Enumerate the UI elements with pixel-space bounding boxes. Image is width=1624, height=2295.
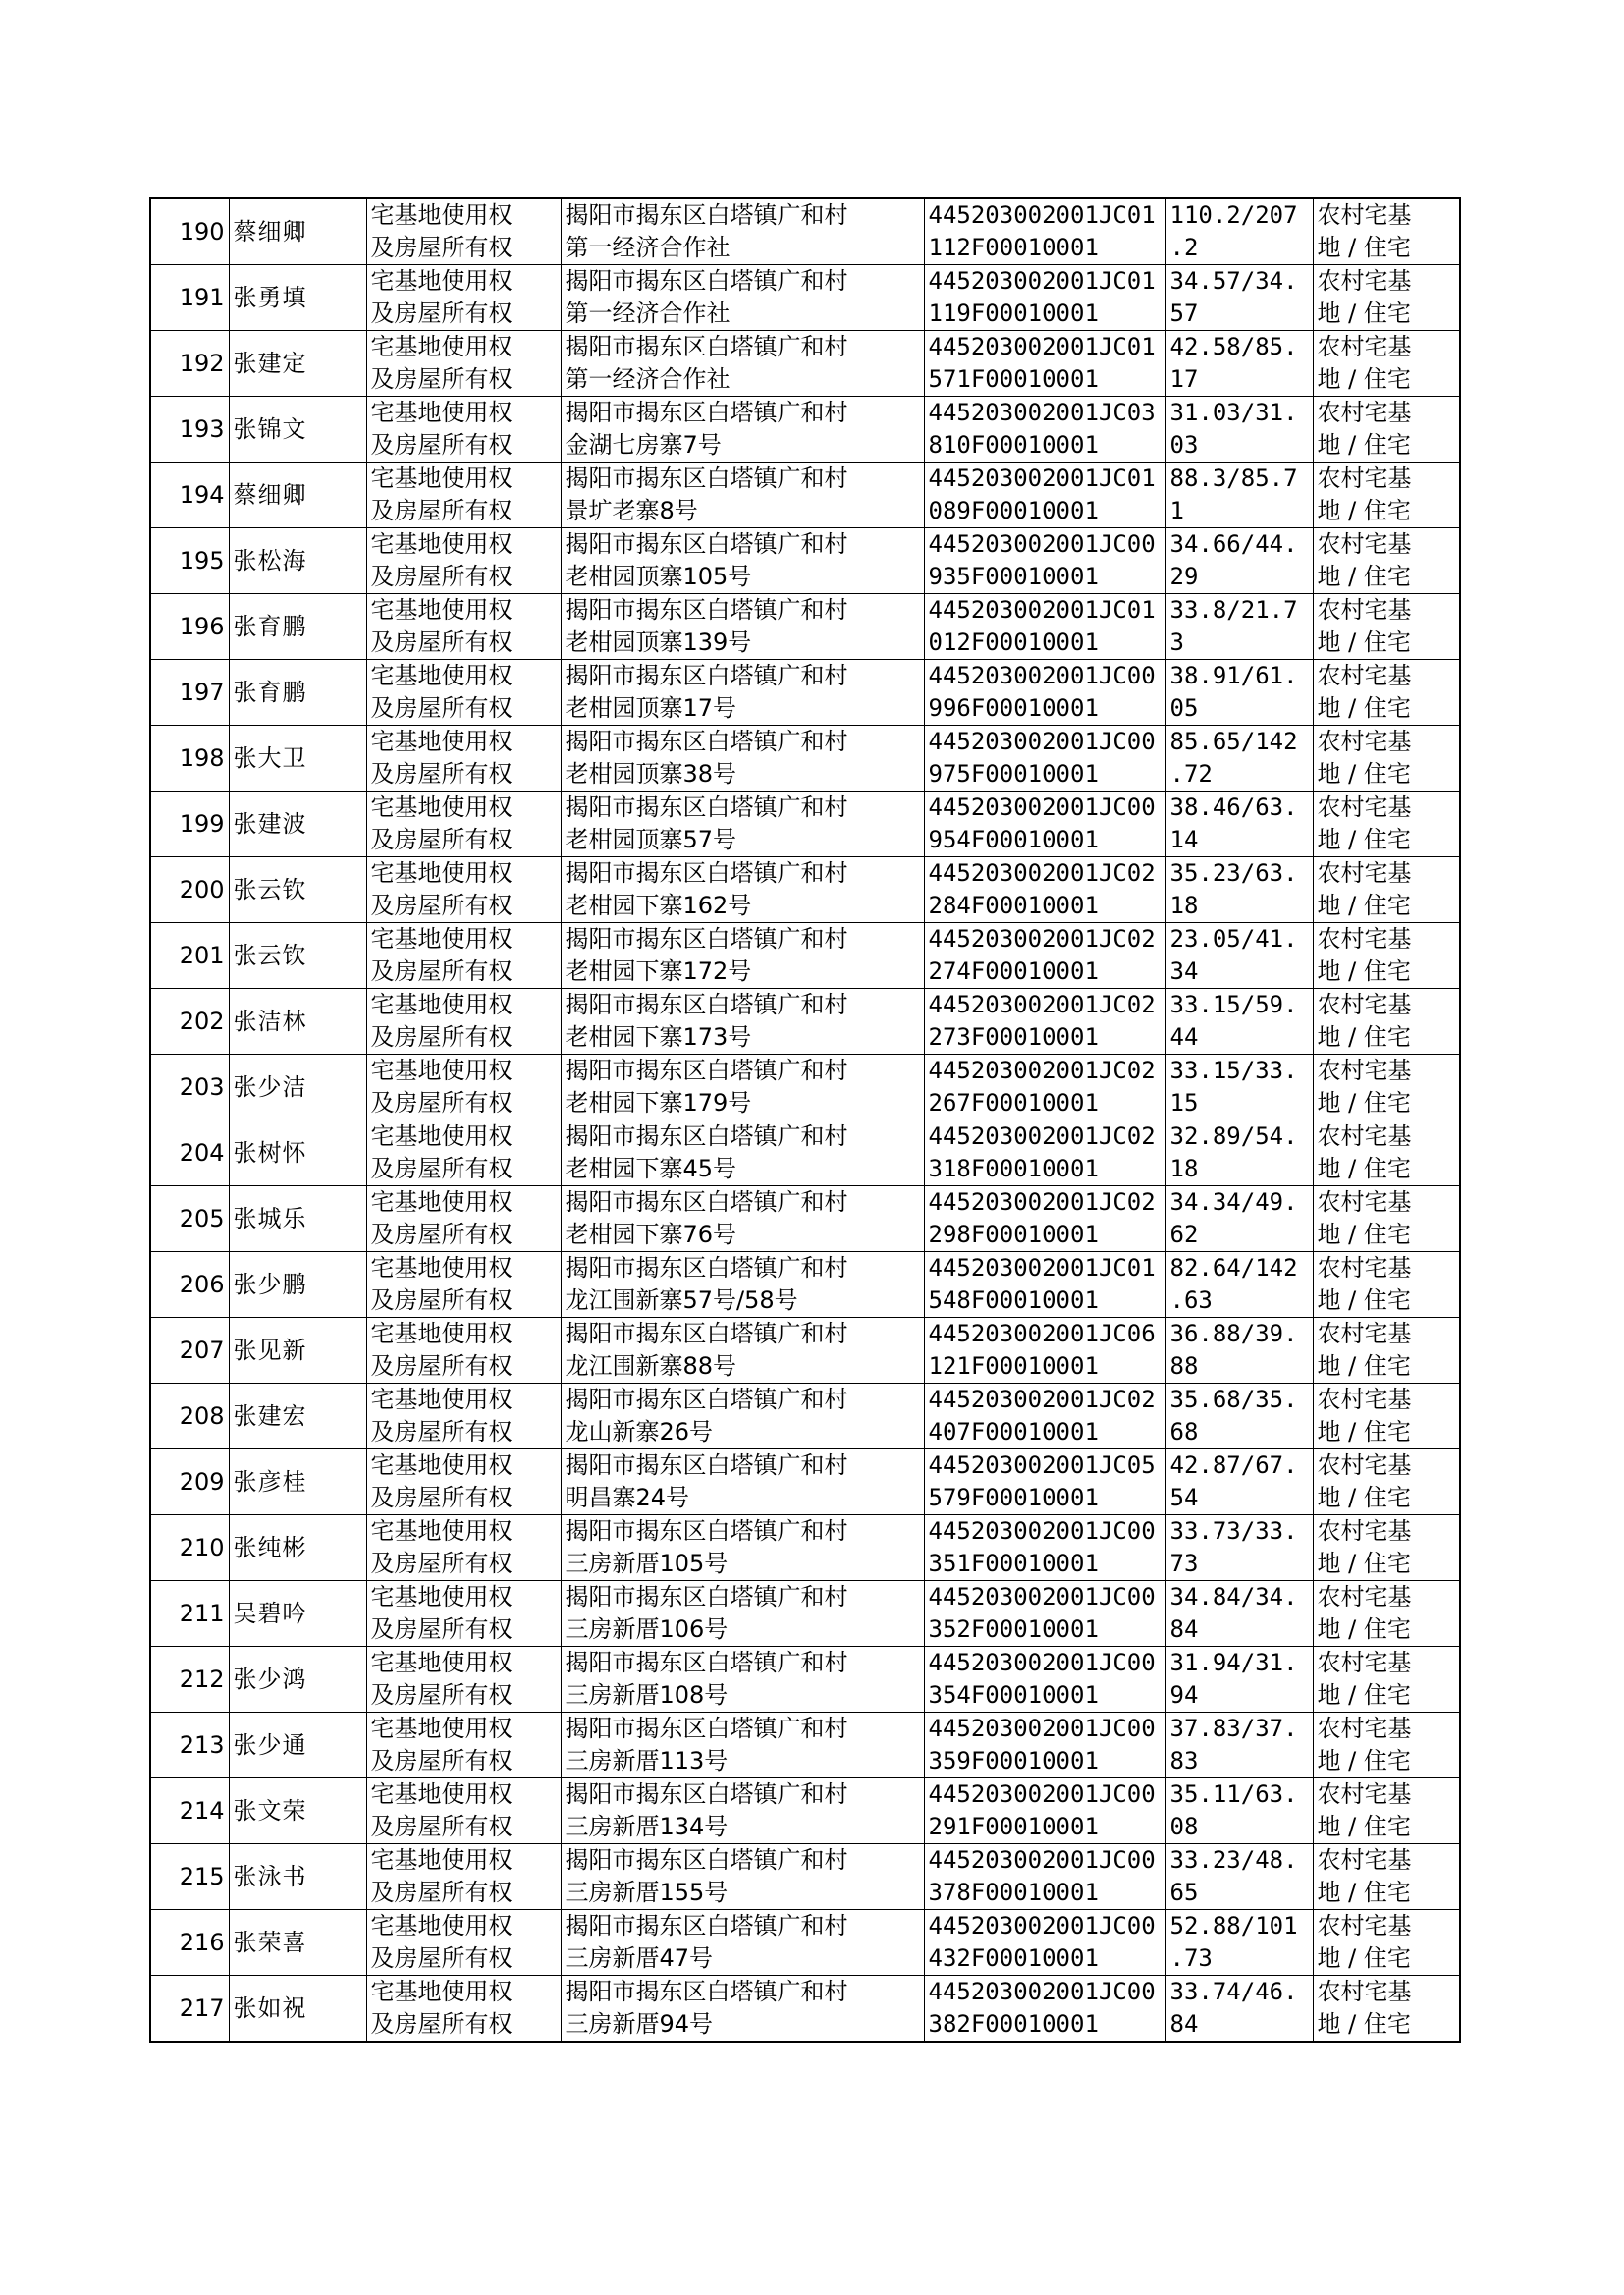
property-location: 揭阳市揭东区白塔镇广和村 老柑园下寨162号	[561, 857, 924, 923]
property-location: 揭阳市揭东区白塔镇广和村 三房新厝106号	[561, 1581, 924, 1647]
table-row	[150, 1186, 1460, 1252]
right-type: 宅基地使用权 及房屋所有权	[366, 1055, 561, 1120]
area-value: 35.23/63. 18	[1165, 857, 1313, 923]
land-use: 农村宅基 地 / 住宅	[1313, 1581, 1460, 1647]
table-row	[150, 1844, 1460, 1910]
row-number: 196	[150, 594, 229, 660]
row-number: 213	[150, 1713, 229, 1778]
row-number: 217	[150, 1976, 229, 2043]
property-location: 揭阳市揭东区白塔镇广和村 三房新厝113号	[561, 1713, 924, 1778]
holder-name: 张泳书	[229, 1844, 366, 1910]
row-number: 205	[150, 1186, 229, 1252]
holder-name: 张文荣	[229, 1778, 366, 1844]
registration-table	[149, 197, 1461, 2043]
row-number: 214	[150, 1778, 229, 1844]
holder-name: 张建定	[229, 331, 366, 397]
property-location: 揭阳市揭东区白塔镇广和村 老柑园顶寨38号	[561, 726, 924, 792]
right-type: 宅基地使用权 及房屋所有权	[366, 1186, 561, 1252]
area-value: 32.89/54. 18	[1165, 1120, 1313, 1186]
holder-name: 张松海	[229, 528, 366, 594]
right-type: 宅基地使用权 及房屋所有权	[366, 660, 561, 726]
land-use: 农村宅基 地 / 住宅	[1313, 331, 1460, 397]
property-location: 揭阳市揭东区白塔镇广和村 老柑园下寨45号	[561, 1120, 924, 1186]
area-value: 34.34/49. 62	[1165, 1186, 1313, 1252]
holder-name: 张如祝	[229, 1976, 366, 2043]
table-row	[150, 989, 1460, 1055]
table-row	[150, 1778, 1460, 1844]
row-number: 201	[150, 923, 229, 989]
table-row	[150, 923, 1460, 989]
table-row	[150, 857, 1460, 923]
table-row	[150, 1318, 1460, 1384]
area-value: 33.23/48. 65	[1165, 1844, 1313, 1910]
holder-name: 张云钦	[229, 857, 366, 923]
property-location: 揭阳市揭东区白塔镇广和村 第一经济合作社	[561, 198, 924, 265]
unit-number: 445203002001JC02 318F00010001	[924, 1120, 1165, 1186]
unit-number: 445203002001JC00 996F00010001	[924, 660, 1165, 726]
table-row	[150, 528, 1460, 594]
right-type: 宅基地使用权 及房屋所有权	[366, 1384, 561, 1449]
area-value: 52.88/101 .73	[1165, 1910, 1313, 1976]
unit-number: 445203002001JC01 012F00010001	[924, 594, 1165, 660]
right-type: 宅基地使用权 及房屋所有权	[366, 726, 561, 792]
area-value: 34.57/34. 57	[1165, 265, 1313, 331]
area-value: 35.68/35. 68	[1165, 1384, 1313, 1449]
holder-name: 张建波	[229, 792, 366, 857]
holder-name: 张育鹏	[229, 594, 366, 660]
table-row	[150, 1055, 1460, 1120]
area-value: 88.3/85.7 1	[1165, 463, 1313, 528]
unit-number: 445203002001JC00 378F00010001	[924, 1844, 1165, 1910]
table-row	[150, 397, 1460, 463]
table-row	[150, 1384, 1460, 1449]
right-type: 宅基地使用权 及房屋所有权	[366, 463, 561, 528]
unit-number: 445203002001JC00 382F00010001	[924, 1976, 1165, 2043]
row-number: 216	[150, 1910, 229, 1976]
table-row	[150, 1120, 1460, 1186]
land-use: 农村宅基 地 / 住宅	[1313, 1515, 1460, 1581]
row-number: 212	[150, 1647, 229, 1713]
unit-number: 445203002001JC00 351F00010001	[924, 1515, 1165, 1581]
property-location: 揭阳市揭东区白塔镇广和村 老柑园下寨179号	[561, 1055, 924, 1120]
row-number: 209	[150, 1449, 229, 1515]
holder-name: 张勇填	[229, 265, 366, 331]
land-use: 农村宅基 地 / 住宅	[1313, 528, 1460, 594]
row-number: 204	[150, 1120, 229, 1186]
land-use: 农村宅基 地 / 住宅	[1313, 265, 1460, 331]
land-use: 农村宅基 地 / 住宅	[1313, 1186, 1460, 1252]
table-row	[150, 792, 1460, 857]
land-use: 农村宅基 地 / 住宅	[1313, 594, 1460, 660]
unit-number: 445203002001JC01 571F00010001	[924, 331, 1165, 397]
holder-name: 张树怀	[229, 1120, 366, 1186]
holder-name: 张大卫	[229, 726, 366, 792]
land-use: 农村宅基 地 / 住宅	[1313, 397, 1460, 463]
unit-number: 445203002001JC02 407F00010001	[924, 1384, 1165, 1449]
row-number: 195	[150, 528, 229, 594]
land-use: 农村宅基 地 / 住宅	[1313, 1120, 1460, 1186]
unit-number: 445203002001JC02 273F00010001	[924, 989, 1165, 1055]
holder-name: 张城乐	[229, 1186, 366, 1252]
property-location: 揭阳市揭东区白塔镇广和村 三房新厝155号	[561, 1844, 924, 1910]
area-value: 34.66/44. 29	[1165, 528, 1313, 594]
right-type: 宅基地使用权 及房屋所有权	[366, 331, 561, 397]
table-row	[150, 660, 1460, 726]
right-type: 宅基地使用权 及房屋所有权	[366, 528, 561, 594]
table-body	[150, 198, 1460, 2042]
right-type: 宅基地使用权 及房屋所有权	[366, 1120, 561, 1186]
right-type: 宅基地使用权 及房屋所有权	[366, 989, 561, 1055]
land-use: 农村宅基 地 / 住宅	[1313, 857, 1460, 923]
area-value: 85.65/142 .72	[1165, 726, 1313, 792]
holder-name: 张少通	[229, 1713, 366, 1778]
row-number: 215	[150, 1844, 229, 1910]
table-row	[150, 1976, 1460, 2043]
property-location: 揭阳市揭东区白塔镇广和村 明昌寨24号	[561, 1449, 924, 1515]
unit-number: 445203002001JC00 975F00010001	[924, 726, 1165, 792]
holder-name: 张建宏	[229, 1384, 366, 1449]
land-use: 农村宅基 地 / 住宅	[1313, 1778, 1460, 1844]
right-type: 宅基地使用权 及房屋所有权	[366, 1647, 561, 1713]
unit-number: 445203002001JC00 291F00010001	[924, 1778, 1165, 1844]
unit-number: 445203002001JC01 089F00010001	[924, 463, 1165, 528]
property-location: 揭阳市揭东区白塔镇广和村 景圹老寨8号	[561, 463, 924, 528]
property-location: 揭阳市揭东区白塔镇广和村 三房新厝108号	[561, 1647, 924, 1713]
area-value: 37.83/37. 83	[1165, 1713, 1313, 1778]
property-location: 揭阳市揭东区白塔镇广和村 老柑园顶寨17号	[561, 660, 924, 726]
right-type: 宅基地使用权 及房屋所有权	[366, 594, 561, 660]
unit-number: 445203002001JC01 119F00010001	[924, 265, 1165, 331]
holder-name: 张育鹏	[229, 660, 366, 726]
property-location: 揭阳市揭东区白塔镇广和村 龙江围新寨88号	[561, 1318, 924, 1384]
table-row	[150, 198, 1460, 265]
holder-name: 蔡细卿	[229, 198, 366, 265]
property-location: 揭阳市揭东区白塔镇广和村 三房新厝94号	[561, 1976, 924, 2043]
table-row	[150, 1252, 1460, 1318]
unit-number: 445203002001JC02 298F00010001	[924, 1186, 1165, 1252]
holder-name: 张少鸿	[229, 1647, 366, 1713]
right-type: 宅基地使用权 及房屋所有权	[366, 1581, 561, 1647]
row-number: 211	[150, 1581, 229, 1647]
right-type: 宅基地使用权 及房屋所有权	[366, 1252, 561, 1318]
area-value: 42.58/85. 17	[1165, 331, 1313, 397]
row-number: 198	[150, 726, 229, 792]
row-number: 194	[150, 463, 229, 528]
right-type: 宅基地使用权 及房屋所有权	[366, 1910, 561, 1976]
area-value: 110.2/207 .2	[1165, 198, 1313, 265]
property-location: 揭阳市揭东区白塔镇广和村 老柑园顶寨105号	[561, 528, 924, 594]
area-value: 33.15/59. 44	[1165, 989, 1313, 1055]
property-location: 揭阳市揭东区白塔镇广和村 老柑园下寨172号	[561, 923, 924, 989]
property-location: 揭阳市揭东区白塔镇广和村 第一经济合作社	[561, 265, 924, 331]
table-row	[150, 1449, 1460, 1515]
land-use: 农村宅基 地 / 住宅	[1313, 989, 1460, 1055]
holder-name: 张见新	[229, 1318, 366, 1384]
land-use: 农村宅基 地 / 住宅	[1313, 1384, 1460, 1449]
area-value: 23.05/41. 34	[1165, 923, 1313, 989]
unit-number: 445203002001JC00 354F00010001	[924, 1647, 1165, 1713]
land-use: 农村宅基 地 / 住宅	[1313, 1844, 1460, 1910]
unit-number: 445203002001JC00 954F00010001	[924, 792, 1165, 857]
area-value: 36.88/39. 88	[1165, 1318, 1313, 1384]
land-use: 农村宅基 地 / 住宅	[1313, 1252, 1460, 1318]
holder-name: 张彦桂	[229, 1449, 366, 1515]
holder-name: 张少鹏	[229, 1252, 366, 1318]
unit-number: 445203002001JC00 935F00010001	[924, 528, 1165, 594]
property-location: 揭阳市揭东区白塔镇广和村 老柑园顶寨139号	[561, 594, 924, 660]
row-number: 207	[150, 1318, 229, 1384]
unit-number: 445203002001JC01 112F00010001	[924, 198, 1165, 265]
unit-number: 445203002001JC03 810F00010001	[924, 397, 1165, 463]
table-row	[150, 1713, 1460, 1778]
table-row	[150, 463, 1460, 528]
right-type: 宅基地使用权 及房屋所有权	[366, 1318, 561, 1384]
right-type: 宅基地使用权 及房屋所有权	[366, 857, 561, 923]
row-number: 191	[150, 265, 229, 331]
right-type: 宅基地使用权 及房屋所有权	[366, 792, 561, 857]
area-value: 31.03/31. 03	[1165, 397, 1313, 463]
right-type: 宅基地使用权 及房屋所有权	[366, 923, 561, 989]
right-type: 宅基地使用权 及房屋所有权	[366, 1778, 561, 1844]
row-number: 202	[150, 989, 229, 1055]
land-use: 农村宅基 地 / 住宅	[1313, 1910, 1460, 1976]
property-location: 揭阳市揭东区白塔镇广和村 三房新厝105号	[561, 1515, 924, 1581]
land-use: 农村宅基 地 / 住宅	[1313, 1449, 1460, 1515]
right-type: 宅基地使用权 及房屋所有权	[366, 1515, 561, 1581]
unit-number: 445203002001JC00 352F00010001	[924, 1581, 1165, 1647]
holder-name: 张云钦	[229, 923, 366, 989]
land-use: 农村宅基 地 / 住宅	[1313, 792, 1460, 857]
land-use: 农村宅基 地 / 住宅	[1313, 1318, 1460, 1384]
row-number: 200	[150, 857, 229, 923]
property-location: 揭阳市揭东区白塔镇广和村 龙江围新寨57号/58号	[561, 1252, 924, 1318]
holder-name: 张荣喜	[229, 1910, 366, 1976]
row-number: 192	[150, 331, 229, 397]
unit-number: 445203002001JC02 274F00010001	[924, 923, 1165, 989]
land-use: 农村宅基 地 / 住宅	[1313, 923, 1460, 989]
unit-number: 445203002001JC06 121F00010001	[924, 1318, 1165, 1384]
land-use: 农村宅基 地 / 住宅	[1313, 1713, 1460, 1778]
table-row	[150, 726, 1460, 792]
land-use: 农村宅基 地 / 住宅	[1313, 1976, 1460, 2043]
area-value: 38.91/61. 05	[1165, 660, 1313, 726]
unit-number: 445203002001JC00 432F00010001	[924, 1910, 1165, 1976]
property-location: 揭阳市揭东区白塔镇广和村 老柑园下寨173号	[561, 989, 924, 1055]
unit-number: 445203002001JC05 579F00010001	[924, 1449, 1165, 1515]
table-row	[150, 331, 1460, 397]
table-row	[150, 1647, 1460, 1713]
property-location: 揭阳市揭东区白塔镇广和村 三房新厝47号	[561, 1910, 924, 1976]
row-number: 203	[150, 1055, 229, 1120]
property-location: 揭阳市揭东区白塔镇广和村 龙山新寨26号	[561, 1384, 924, 1449]
land-use: 农村宅基 地 / 住宅	[1313, 726, 1460, 792]
row-number: 206	[150, 1252, 229, 1318]
land-use: 农村宅基 地 / 住宅	[1313, 660, 1460, 726]
unit-number: 445203002001JC02 284F00010001	[924, 857, 1165, 923]
property-location: 揭阳市揭东区白塔镇广和村 老柑园顶寨57号	[561, 792, 924, 857]
right-type: 宅基地使用权 及房屋所有权	[366, 1844, 561, 1910]
row-number: 208	[150, 1384, 229, 1449]
table-row	[150, 1515, 1460, 1581]
unit-number: 445203002001JC00 359F00010001	[924, 1713, 1165, 1778]
area-value: 42.87/67. 54	[1165, 1449, 1313, 1515]
area-value: 33.8/21.7 3	[1165, 594, 1313, 660]
property-location: 揭阳市揭东区白塔镇广和村 金湖七房寨7号	[561, 397, 924, 463]
holder-name: 张纯彬	[229, 1515, 366, 1581]
right-type: 宅基地使用权 及房屋所有权	[366, 198, 561, 265]
unit-number: 445203002001JC02 267F00010001	[924, 1055, 1165, 1120]
table-row	[150, 594, 1460, 660]
area-value: 38.46/63. 14	[1165, 792, 1313, 857]
table-row	[150, 1581, 1460, 1647]
area-value: 35.11/63. 08	[1165, 1778, 1313, 1844]
property-location: 揭阳市揭东区白塔镇广和村 三房新厝134号	[561, 1778, 924, 1844]
land-use: 农村宅基 地 / 住宅	[1313, 1647, 1460, 1713]
right-type: 宅基地使用权 及房屋所有权	[366, 265, 561, 331]
right-type: 宅基地使用权 及房屋所有权	[366, 1713, 561, 1778]
row-number: 197	[150, 660, 229, 726]
table-row	[150, 1910, 1460, 1976]
area-value: 82.64/142 .63	[1165, 1252, 1313, 1318]
area-value: 33.73/33. 73	[1165, 1515, 1313, 1581]
holder-name: 蔡细卿	[229, 463, 366, 528]
row-number: 190	[150, 198, 229, 265]
holder-name: 张少洁	[229, 1055, 366, 1120]
row-number: 210	[150, 1515, 229, 1581]
area-value: 33.74/46. 84	[1165, 1976, 1313, 2043]
row-number: 193	[150, 397, 229, 463]
land-use: 农村宅基 地 / 住宅	[1313, 463, 1460, 528]
area-value: 34.84/34. 84	[1165, 1581, 1313, 1647]
holder-name: 张洁林	[229, 989, 366, 1055]
area-value: 33.15/33. 15	[1165, 1055, 1313, 1120]
area-value: 31.94/31. 94	[1165, 1647, 1313, 1713]
table-row	[150, 265, 1460, 331]
unit-number: 445203002001JC01 548F00010001	[924, 1252, 1165, 1318]
holder-name: 张锦文	[229, 397, 366, 463]
right-type: 宅基地使用权 及房屋所有权	[366, 1449, 561, 1515]
right-type: 宅基地使用权 及房屋所有权	[366, 1976, 561, 2043]
land-use: 农村宅基 地 / 住宅	[1313, 198, 1460, 265]
property-location: 揭阳市揭东区白塔镇广和村 老柑园下寨76号	[561, 1186, 924, 1252]
property-location: 揭阳市揭东区白塔镇广和村 第一经济合作社	[561, 331, 924, 397]
row-number: 199	[150, 792, 229, 857]
land-use: 农村宅基 地 / 住宅	[1313, 1055, 1460, 1120]
right-type: 宅基地使用权 及房屋所有权	[366, 397, 561, 463]
holder-name: 吴碧吟	[229, 1581, 366, 1647]
